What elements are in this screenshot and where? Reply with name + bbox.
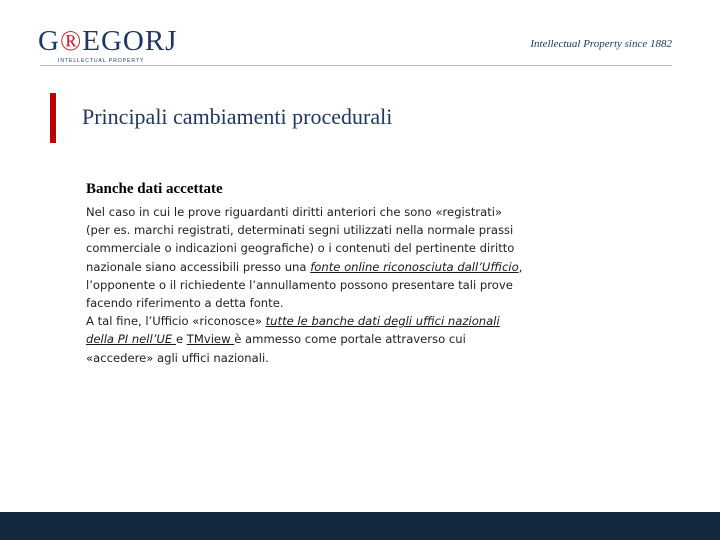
body-text-4: e <box>175 332 187 347</box>
slide-title: Principali cambiamenti procedurali <box>82 104 393 129</box>
online-source-link[interactable]: fonte online riconosciuta dall’Ufficio <box>310 259 519 274</box>
logo-subtitle: INTELLECTUAL PROPERTY <box>58 58 145 64</box>
registered-mark-icon: ® <box>59 26 83 57</box>
body-paragraph <box>86 203 526 367</box>
body-text-2: , l’opponente o il richiedente l’annullamento possono presentare tali prove facendo riferimento a detta fonte. <box>86 259 523 311</box>
logo-letters: EGORJ <box>82 25 178 57</box>
national-offices-databases-link[interactable]: tutte le banche dati degli uffici nazionali della PI nell’UE <box>86 314 500 347</box>
logo-letter-g: G <box>38 25 60 57</box>
logo-wordmark <box>38 24 177 59</box>
footer-bar <box>0 512 720 540</box>
tmview-link[interactable]: TMview <box>186 332 235 347</box>
body-text-1: Nel caso in cui le prove riguardanti diritti anteriori che sono «registrati» (per es. marchi registrati, determinati segni utilizzati nella normale prassi commerciale o indicazioni geografiche) o i contenuti del pertinente diritto nazionale siano accessibili presso una <box>86 205 515 274</box>
gregorj-logo <box>38 24 198 64</box>
header-tagline: Intellectual Property since 1882 <box>530 38 672 50</box>
body-text-3: A tal fine, l’Ufficio «riconosce» <box>86 314 266 329</box>
body-text-5: è ammesso come portale attraverso cui «accedere» agli uffici nazionali. <box>86 332 466 365</box>
header-divider <box>40 65 672 66</box>
title-accent-bar <box>50 93 56 143</box>
section-heading: Banche dati accettate <box>86 181 223 197</box>
